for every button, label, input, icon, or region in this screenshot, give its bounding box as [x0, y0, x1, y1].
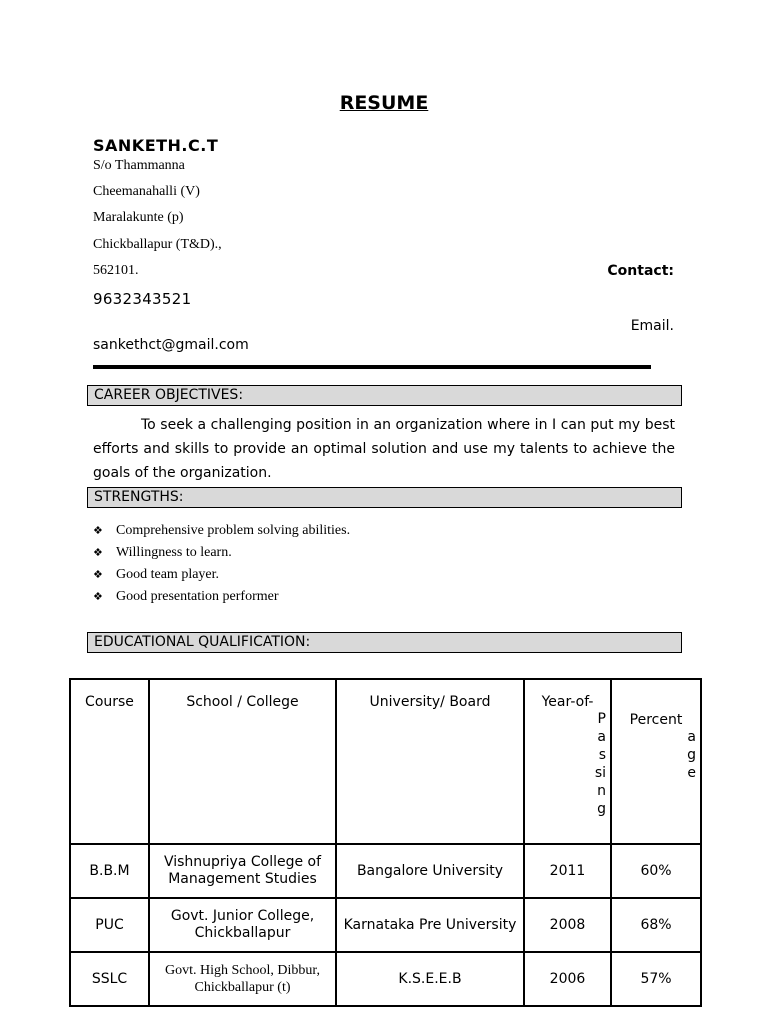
diamond-bullet-icon: ❖ — [93, 546, 103, 559]
list-item: ❖ Good team player. — [93, 564, 350, 586]
course-header: Course — [70, 679, 149, 844]
address-line: Maralakunte (p) — [93, 210, 184, 225]
year-cell: 2011 — [524, 844, 611, 898]
year-header: Year-of- P a s si n g — [524, 679, 611, 844]
address-line: S/o Thammanna — [93, 158, 185, 173]
education-table — [69, 678, 702, 1007]
address-line: Chickballapur (T&D)., — [93, 237, 222, 252]
table-header-row — [70, 679, 701, 844]
list-item: ❖ Willingness to learn. — [93, 542, 350, 564]
university-cell: Bangalore University — [336, 844, 524, 898]
divider-rule — [93, 365, 651, 369]
year-cell: 2008 — [524, 898, 611, 952]
diamond-bullet-icon: ❖ — [93, 590, 103, 603]
phone-number: 9632343521 — [93, 290, 192, 308]
candidate-name: SANKETH.C.T — [93, 136, 219, 155]
strengths-list — [93, 520, 350, 608]
university-cell: Karnataka Pre University — [336, 898, 524, 952]
year-cell: 2006 — [524, 952, 611, 1006]
course-cell: SSLC — [70, 952, 149, 1006]
university-header: University/ Board — [336, 679, 524, 844]
career-objectives-heading: CAREER OBJECTIVES: — [87, 385, 682, 406]
table-row — [70, 844, 701, 898]
table-row — [70, 898, 701, 952]
table-row — [70, 952, 701, 1006]
school-cell: Govt. High School, Dibbur, Chickballapur (t) — [149, 952, 336, 1006]
course-cell: B.B.M — [70, 844, 149, 898]
school-cell: Vishnupriya College of Management Studies — [149, 844, 336, 898]
course-cell: PUC — [70, 898, 149, 952]
school-cell: Govt. Junior College, Chickballapur — [149, 898, 336, 952]
list-item: ❖ Comprehensive problem solving abilities. — [93, 520, 350, 542]
university-cell: K.S.E.E.B — [336, 952, 524, 1006]
resume-title: RESUME — [339, 92, 429, 114]
percentage-header: Percent a g e — [611, 679, 701, 844]
email-label: Email. — [630, 318, 674, 334]
contact-label: Contact: — [607, 263, 674, 279]
email-address[interactable]: sankethct@gmail.com — [93, 337, 249, 353]
diamond-bullet-icon: ❖ — [93, 524, 103, 537]
school-header: School / College — [149, 679, 336, 844]
percentage-cell: 68% — [611, 898, 701, 952]
address-line: Cheemanahalli (V) — [93, 184, 200, 199]
education-heading: EDUCATIONAL QUALIFICATION: — [87, 632, 682, 653]
list-item: ❖ Good presentation performer — [93, 586, 350, 608]
strengths-heading: STRENGTHS: — [87, 487, 682, 508]
address-line: 562101. — [93, 263, 139, 278]
percentage-cell: 57% — [611, 952, 701, 1006]
career-objective-text: To seek a challenging position in an organization where in I can put my best efforts and skills to provide an optimal solution and use my talents to achieve the goals of the organization. — [93, 417, 675, 481]
percentage-cell: 60% — [611, 844, 701, 898]
diamond-bullet-icon: ❖ — [93, 568, 103, 581]
